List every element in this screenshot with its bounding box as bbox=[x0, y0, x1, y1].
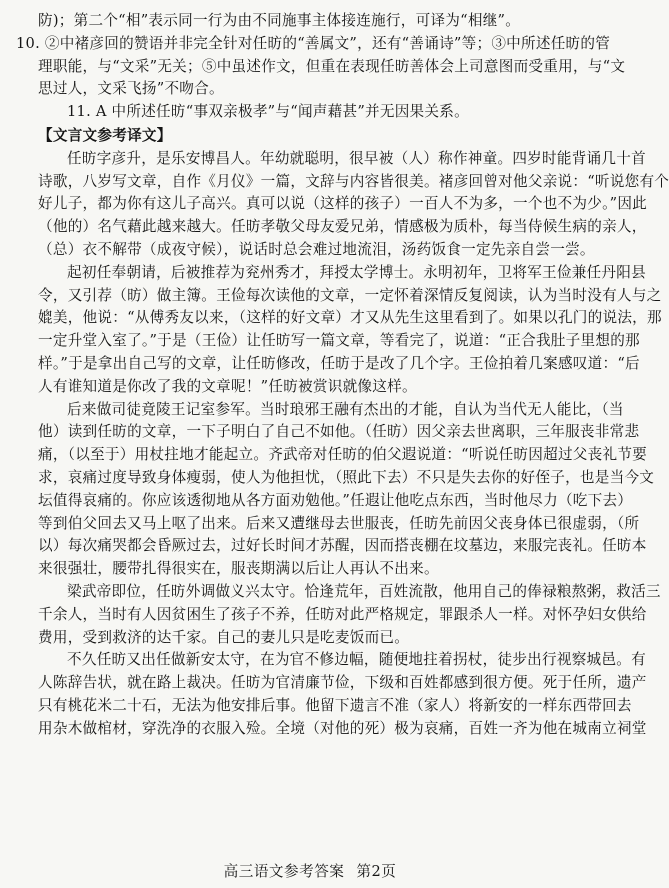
text-line: 求，哀痛过度导致身体瘦弱，使人为他担忧，（照此下去）不只是失去你的好侄子，也是当今文 bbox=[38, 468, 655, 486]
text-line: （总）衣不解带（成夜守候），说话时总会难过地流泪，汤药饭食一定先亲自尝一尝。 bbox=[38, 240, 595, 258]
section-title: 【文言文参考译文】 bbox=[38, 126, 172, 144]
text-line: 用杂木做棺材，穿洗净的衣服入殓。全境（对他的死）极为哀痛，百姓一齐为他在城南立祠堂 bbox=[38, 719, 647, 737]
text-line: 坛值得哀痛的。你应该透彻地从各方面劝勉他。”任遐让他吃点东西，当时他尽力（吃下去） bbox=[38, 491, 633, 509]
text-line: 费用，受到救济的达千家。自己的妻儿只是吃麦饭而已。 bbox=[38, 628, 410, 646]
paragraph-2 bbox=[38, 262, 662, 399]
text-line: 媲美，他说：“从傅秀友以来，（这样的好文章）才又从先生这里看到了。如果以孔门的说法，那 bbox=[38, 309, 662, 327]
text-line: 人陈辞告状，就在路上裁决。任昉为官清廉节俭，下级和百姓都感到很方便。死于任所，遗产 bbox=[38, 674, 647, 692]
page-number: 第2页 bbox=[356, 863, 397, 880]
page-footer bbox=[0, 862, 620, 882]
text-line: 一定升堂入室了。”于是（王俭）让任昉写一篇文章，等看完了，说道：“正合我肚子里想的那 bbox=[38, 332, 640, 350]
text-line: 只有桃花米二十石，无法为他安排后事。他留下遗言不准（家人）将新安的一样东西带回去 bbox=[38, 696, 632, 714]
text-line: 诗歌，八岁写文章，自作《月仪》一篇，文辞与内容皆很美。褚彦回曾对他父亲说：“听说您有个 bbox=[38, 172, 669, 190]
text-line: 不久任昉又出任做新安太守，在为官不修边幅，随便地拄着拐杖，徒步出行视察城邑。有 bbox=[67, 651, 646, 669]
answer-10-line: 思过人，文采飞扬”不吻合。 bbox=[38, 80, 224, 98]
answer-10-line: 10. ②中褚彦回的赞语并非完全针对任昉的“善属文”，还有“善诵诗”等；③中所述任昉的管 bbox=[16, 34, 611, 52]
text-line: 好儿子，都为你有这儿子高兴。真可以说（这样的孩子）一百人不为多，一个也不为少。”因此 bbox=[38, 195, 648, 213]
answer-11: 11. A 中所述任昉“事双亲极孝”与“闻声藉甚”并无因果关系。 bbox=[67, 103, 469, 121]
text-line: 等到伯父回去又马上呕了出来。后来又遭继母去世服丧，任昉先前因父丧身体已很虚弱，（所 bbox=[38, 514, 640, 532]
paragraph-1 bbox=[38, 148, 669, 262]
text-line: 样。”于是拿出自己写的文章，让任昉修改，任昉于是改了几个字。王俭拍着几案感叹道：“后 bbox=[38, 354, 640, 372]
text-line: 令，又引荐（昉）做主簿。王俭每次读他的文章，一定怀着深情反复阅读，认为当时没有人与之 bbox=[38, 286, 662, 304]
paragraph-5 bbox=[38, 649, 647, 740]
text-line: 以）每次痛哭都会昏厥过去，过好长时间才苏醒，因而搭丧棚在坟墓边，来服完丧礼。任昉本 bbox=[38, 537, 647, 555]
text-line: 他）读到任昉的文章，一下子明白了自己不如他。（任昉）因父亲去世离职，三年服丧非常悲 bbox=[38, 423, 640, 441]
text-line: 任昉字彦升，是乐安博昌人。年幼就聪明，很早被（人）称作神童。四岁时能背诵几十首 bbox=[67, 149, 646, 167]
text-line: 人有谁知道是你改了我的文章呢！”任昉被赏识就像这样。 bbox=[38, 377, 417, 395]
footer-title: 高三语文参考答案 bbox=[223, 863, 345, 880]
answer-10 bbox=[16, 33, 626, 101]
text-line: 来很强壮，腰带扎得很实在，服丧期满以后让人再认不出来。 bbox=[38, 560, 439, 578]
text-line: （他的）名气藉此越来越大。任昉孝敬父母友爱兄弟，情感极为质朴，每当侍候生病的亲人， bbox=[38, 218, 647, 236]
paragraph-4 bbox=[38, 581, 661, 649]
paragraph-3 bbox=[38, 399, 655, 581]
text-line: 后来做司徒竟陵王记室参军。当时琅邪王融有杰出的才能，自认为当代无人能比，（当 bbox=[67, 400, 624, 418]
text-line: 梁武帝即位，任昉外调做义兴太守。恰逢荒年，百姓流散，他用自己的俸禄粮熬粥，救活三 bbox=[67, 582, 661, 600]
answer-10-line: 理职能，与“文采”无关；⑤中虽述作文，但重在表现任昉善体会上司意图而受重用，与“文 bbox=[38, 57, 626, 75]
text-line: 痛，（以至于）用杖拄地才能起立。齐武帝对任昉的伯父遐说道：“听说任昉因超过父丧礼节要 bbox=[38, 446, 648, 464]
text-line: 千余人，当时有人因贫困生了孩子不养，任昉对此严格规定，罪跟杀人一样。对怀孕妇女供给 bbox=[38, 605, 647, 623]
text-line: 起初任奉朝请，后被推荐为兖州秀才，拜授太学博士。永明初年，卫将军王俭兼任丹阳县 bbox=[67, 263, 646, 281]
answer-line-top: 防)；第二个“相”表示同一行为由不同施事主体接连施行，可译为“相继”。 bbox=[38, 12, 521, 29]
